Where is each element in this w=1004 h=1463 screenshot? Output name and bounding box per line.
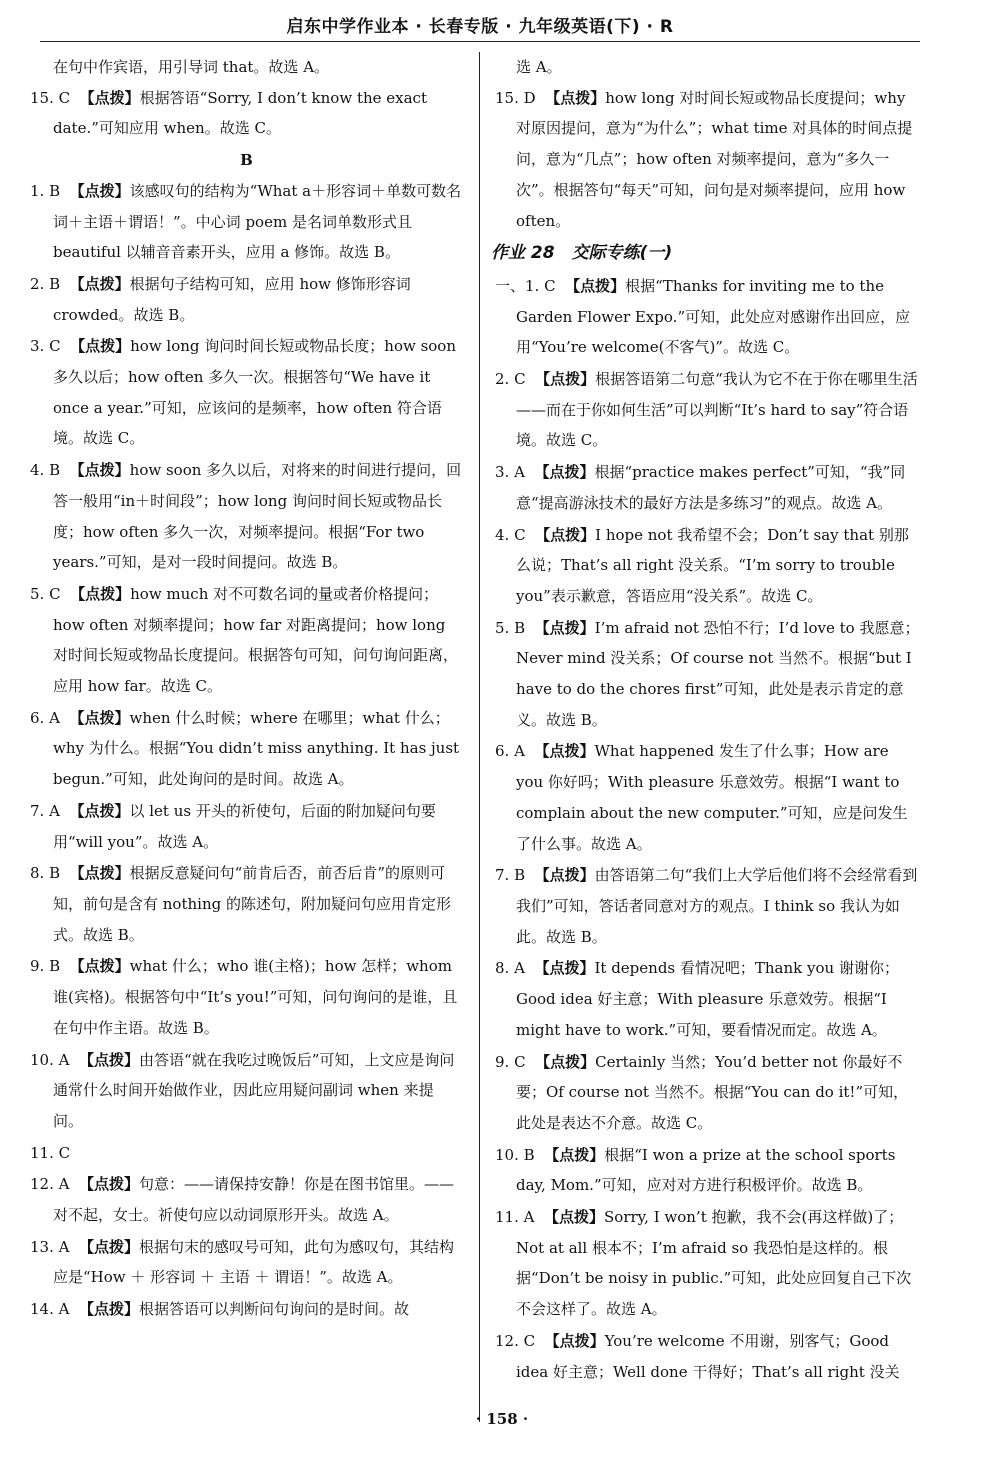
answer-item (495, 1140, 920, 1201)
answer-number: 3. A (495, 463, 525, 482)
answer-item (30, 83, 463, 144)
hint-tag: 【点拨】 (534, 959, 595, 978)
answer-text: how long 对时间长短或物品长度提问；why 对原因提问，意为“为什么”；what time 对具体的时间点提问，意为“几点”；how often 对频率提问，意为“多久一次”。根据答句“每天”可知，问句是对频率提问，应用 how often。 (516, 88, 913, 230)
answer-item (495, 1047, 920, 1139)
hint-tag: 【点拨】 (544, 1145, 605, 1164)
answer-item (495, 860, 920, 952)
answer-text: 根据答语“Sorry, I don’t know the exact date.”可知应用 when。故选 C。 (53, 88, 427, 138)
hint-tag: 【点拨】 (69, 864, 130, 883)
homework-title: 作业 28 交际专练(一) (491, 243, 673, 264)
answer-item (495, 1326, 920, 1387)
answer-text: what 什么；who 谁(主格)；how 怎样；whom 谁(宾格)。根据答句中“It’s you!”可知，问句询问的是谁，且在句中作主语。故选 B。 (53, 957, 458, 1037)
answer-item (30, 951, 463, 1043)
answer-item (30, 1045, 463, 1137)
answer-text: 根据“Thanks for inviting me to the Garden Flower Expo.”可知，此处应对感谢作出回应，应用“You’re welcome(不客气)”。故选 C。 (516, 276, 911, 357)
answer-number: 9. B (30, 957, 61, 976)
answer-number: 12. A (30, 1175, 70, 1194)
answer-text: how soon 多久以后，对将来的时间进行提问，回答一般用“in＋时间段”；how long 询问时间长短或物品长度；how often 多久一次，对频率提问。根据“For two years.”可知，是对一段时间提问。故选 B。 (53, 461, 462, 572)
hint-tag: 【点拨】 (544, 1331, 605, 1350)
answer-text: Certainly 当然；You’d better not 你最好不要；Of course not 当然不。根据“You can do it!”可知，此处是表达不介意。故选 C。 (516, 1052, 909, 1132)
answer-item (30, 1294, 463, 1325)
left-column (30, 52, 463, 1326)
answer-item (495, 83, 920, 237)
answer-number: 11. C (30, 1143, 71, 1162)
answer-text: how much 对不可数名词的量或者价格提问；how often 对频率提问；how far 对距离提问；how long 对时间长短或物品长度提问。根据答句可知，问句询问距离，应用 how far。故选 C。 (53, 584, 459, 696)
answer-text: 根据“practice makes perfect”可知，“我”同意“提高游泳技术的最好方法是多练习”的观点。故选 A。 (516, 463, 906, 512)
answer-text: 根据句末的感叹号可知，此句为感叹句，其结构应是“How ＋ 形容词 ＋ 主语 ＋ 谓语！”。故选 A。 (53, 1237, 455, 1287)
hint-tag: 【点拨】 (534, 618, 595, 637)
hint-tag: 【点拨】 (69, 957, 130, 976)
answer-text: 句意：——请保持安静！你是在图书馆里。——对不起，女士。祈使句应以动词原形开头。故选 A。 (53, 1175, 455, 1225)
hint-tag: 【点拨】 (69, 801, 130, 820)
answer-number: 8. A (495, 959, 525, 978)
answer-text: It depends 看情况吧；Thank you 谢谢你；Good idea 好主意；With pleasure 乐意效劳。根据“I might have to work.”可知，要看情况而定。故选 A。 (516, 959, 899, 1039)
section-prefix: 一、 (495, 276, 526, 295)
hint-tag: 【点拨】 (535, 1052, 596, 1071)
answer-text: when 什么时候；where 在哪里；what 什么；why 为什么。根据“You didn’t miss anything. It has just begun.”可知，此处询问的是时间。故选 A。 (53, 708, 460, 789)
right-column (491, 52, 920, 1388)
answer-number: 6. A (495, 742, 525, 761)
answer-item (30, 1169, 463, 1230)
answer-text: 根据句子结构可知，应用 how 修饰形容词 crowded。故选 B。 (53, 274, 411, 324)
answer-item (30, 176, 463, 268)
right-lead-text: 选 A。 (516, 58, 562, 76)
answer-text: Sorry, I won’t 抱歉，我不会(再这样做)了；Not at all 根本不；I’m afraid so 我恐怕是这样的。根据“Don’t be noisy in public.”可知，此处应回复自己下次不会这样了。故选 A。 (516, 1208, 912, 1319)
answer-number: 9. C (495, 1052, 526, 1071)
answer-item (495, 736, 920, 859)
hint-tag: 【点拨】 (69, 274, 130, 293)
answer-item (495, 613, 920, 736)
hint-tag: 【点拨】 (565, 276, 626, 295)
hint-tag: 【点拨】 (545, 88, 606, 107)
answer-number: 11. A (495, 1208, 535, 1227)
page-number: · 158 · (475, 1410, 529, 1428)
section-heading: B (240, 151, 253, 170)
answer-item (495, 1202, 920, 1325)
answer-number: 15. C (30, 88, 71, 107)
hint-tag: 【点拨】 (70, 584, 131, 603)
answer-number: 15. D (495, 88, 536, 107)
answer-text: I’m afraid not 恐怕不行；I’d love to 我愿意；Never mind 没关系；Of course not 当然不。根据“but I have to do the chores first”可知，此处是表示肯定的意义。故选 B。 (516, 618, 920, 729)
answer-text: 根据答语可以判断问句询问的是时间。故 (139, 1300, 410, 1319)
hint-tag: 【点拨】 (544, 1208, 605, 1227)
answer-item (495, 953, 920, 1045)
answer-number: 12. C (495, 1331, 536, 1350)
answer-text: 该感叹句的结构为“What a＋形容词＋单数可数名词＋主语＋谓语！”。中心词 poem 是名词单数形式且 beautiful 以辅音音素开头，应用 a 修饰。故选 B。 (53, 181, 462, 262)
answer-text: 根据答语第二句意“我认为它不在于你在哪里生活——而在于你如何生活”可以判断“It’s hard to say”符合语境。故选 C。 (516, 370, 918, 450)
answer-number: 2. B (30, 274, 61, 293)
answer-item (30, 1232, 463, 1293)
answer-number: 14. A (30, 1300, 70, 1319)
hint-tag: 【点拨】 (79, 1050, 140, 1069)
answer-text: 根据反意疑问句“前肯后否，前否后肯”的原则可知，前句是含有 nothing 的陈述句，附加疑问句应用肯定形式。故选 B。 (53, 864, 451, 944)
answer-number: 10. A (30, 1050, 70, 1069)
answer-item (495, 520, 920, 612)
answer-number: 1. C (525, 276, 556, 295)
answer-item (30, 579, 463, 702)
answer-number: 5. B (495, 618, 526, 637)
answer-text: 由答语第二句“我们上大学后他们将不会经常看到我们”可知，答话者同意对方的观点。I think so 我认为如此。故选 B。 (516, 866, 918, 946)
answer-number: 4. B (30, 461, 61, 480)
hint-tag: 【点拨】 (70, 337, 131, 356)
answer-item (495, 271, 920, 363)
header-rule (40, 41, 920, 42)
hint-tag: 【点拨】 (79, 1175, 140, 1194)
hint-tag: 【点拨】 (535, 370, 596, 389)
answer-number: 2. C (495, 370, 526, 389)
answer-text: 由答语“就在我吃过晚饭后”可知，上文应是询问通常什么时间开始做作业，因此应用疑问副词 when 来提问。 (53, 1050, 455, 1130)
hint-tag: 【点拨】 (534, 742, 595, 761)
answer-item (30, 455, 463, 578)
answer-item (30, 858, 463, 950)
answer-number: 1. B (30, 181, 61, 200)
answer-number: 7. A (30, 801, 60, 820)
answer-item (30, 269, 463, 330)
answer-number: 6. A (30, 708, 60, 727)
hint-tag: 【点拨】 (535, 525, 596, 544)
answer-text: I hope not 我希望不会；Don’t say that 别那么说；That’s all right 没关系。“I’m sorry to trouble you”表示歉意，答语应用“没关系”。故选 C。 (516, 525, 909, 605)
page-header: 启东中学作业本 · 长春专版 · 九年级英语(下) · R (286, 17, 674, 37)
answer-number: 10. B (495, 1145, 535, 1164)
hint-tag: 【点拨】 (79, 1237, 140, 1256)
right-answer-list (495, 271, 920, 1387)
answer-number: 3. C (30, 337, 61, 356)
hint-tag: 【点拨】 (69, 708, 130, 727)
answer-number: 13. A (30, 1237, 70, 1256)
hint-tag: 【点拨】 (534, 866, 595, 885)
answer-item (30, 703, 463, 795)
answer-item (495, 364, 920, 456)
column-divider (479, 52, 480, 1422)
answer-text: 以 let us 开头的祈使句，后面的附加疑问句要用“will you”。故选 A。 (53, 801, 436, 851)
answer-item (30, 796, 463, 857)
hint-tag: 【点拨】 (69, 461, 130, 480)
hint-tag: 【点拨】 (534, 463, 595, 482)
hint-tag: 【点拨】 (79, 88, 140, 107)
answer-number: 4. C (495, 525, 526, 544)
hint-tag: 【点拨】 (69, 181, 130, 200)
answer-item (495, 457, 920, 518)
hint-tag: 【点拨】 (79, 1300, 140, 1319)
answer-number: 7. B (495, 866, 526, 885)
left-answer-list (30, 176, 463, 1325)
answer-number: 5. C (30, 584, 61, 603)
answer-item (30, 331, 463, 454)
answer-text: 根据“I won a prize at the school sports day, Mom.”可知，应对对方进行积极评价。故选 B。 (516, 1145, 896, 1195)
answer-number: 8. B (30, 864, 61, 883)
answer-text: You’re welcome 不用谢，别客气；Good idea 好主意；Well done 干得好；That’s all right 没关 (516, 1331, 900, 1381)
answer-text: how long 询问时间长短或物品长度；how soon 多久以后；how often 多久一次。根据答句“We have it once a year.”可知，应该问的是频率，how often 符合语境。故选 C。 (53, 337, 457, 448)
left-lead-text: 在句中作宾语，用引导词 that。故选 A。 (53, 58, 330, 76)
answer-text: What happened 发生了什么事；How are you 你好吗；With pleasure 乐意效劳。根据“I want to complain about the new computer.”可知，应是问发生了什么事。故选 A。 (516, 742, 908, 853)
answer-item (30, 1138, 463, 1169)
